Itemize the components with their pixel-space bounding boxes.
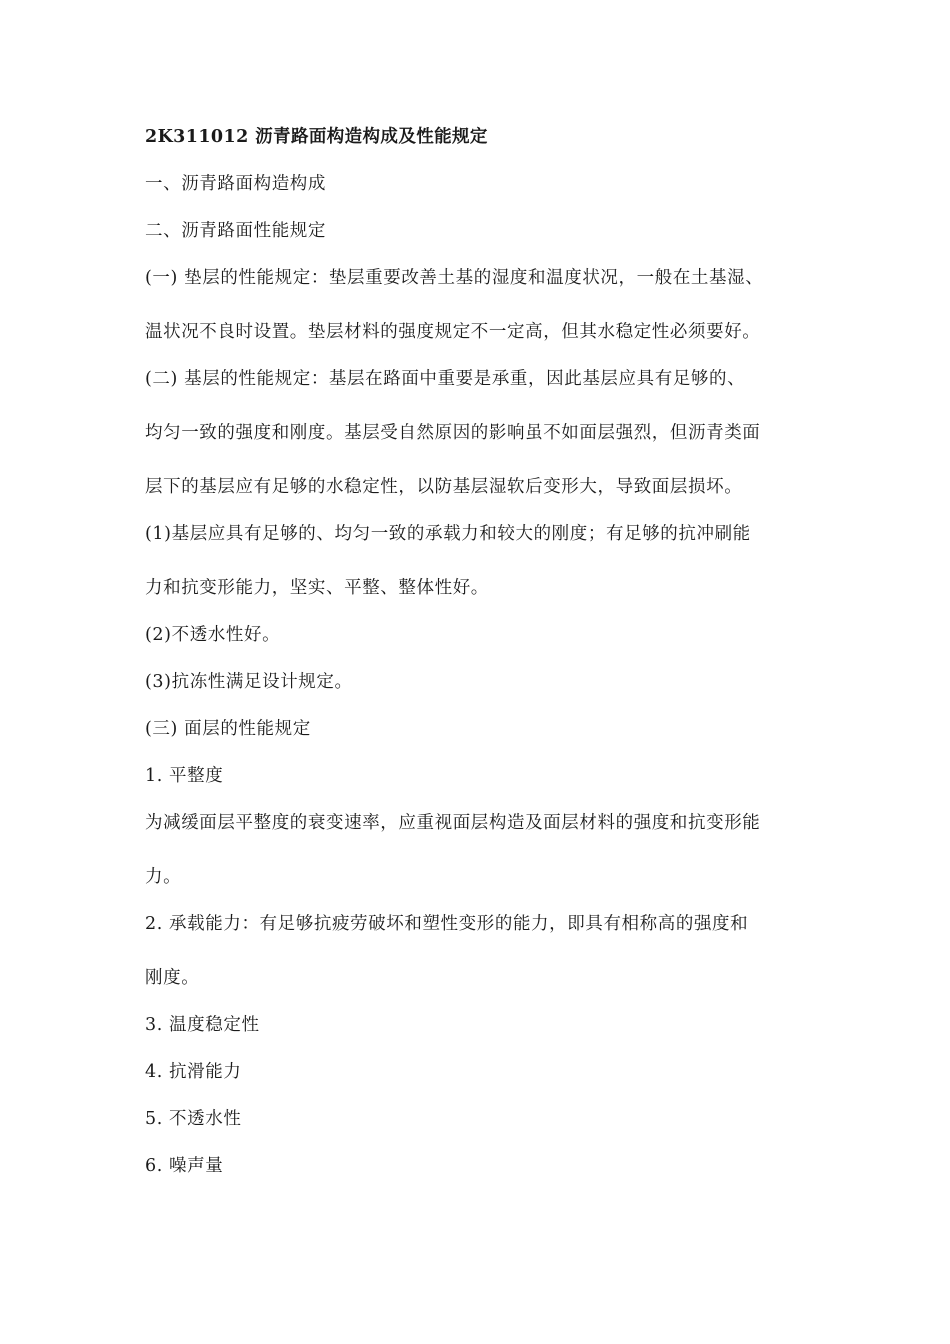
list-item-base-2: (2)不透水性好。 [145, 625, 281, 645]
paragraph-base-line-3: 层下的基层应有足够的水稳定性，以防基层湿软后变形大，导致面层损坏。 [145, 477, 743, 497]
heading-section-2: 二、沥青路面性能规定 [145, 221, 326, 241]
list-item-noise: 6. 噪声量 [145, 1156, 224, 1176]
heading-surface-layer: (三) 面层的性能规定 [145, 719, 311, 739]
heading-section-1: 一、沥青路面构造构成 [145, 174, 326, 194]
list-item-bearing-capacity-line-2: 刚度。 [145, 968, 200, 988]
list-item-base-1-line-1: (1)基层应具有足够的、均匀一致的承载力和较大的刚度；有足够的抗冲刷能 [145, 524, 751, 544]
list-item-bearing-capacity-line-1: 2. 承载能力：有足够抗疲劳破坏和塑性变形的能力，即具有相称高的强度和 [145, 914, 749, 934]
list-item-base-1-line-2: 力和抗变形能力，坚实、平整、整体性好。 [145, 578, 489, 598]
paragraph-cushion-line-2: 温状况不良时设置。垫层材料的强度规定不一定高，但其水稳定性必须要好。 [145, 322, 761, 342]
paragraph-cushion-line-1: (一) 垫层的性能规定：垫层重要改善土基的湿度和温度状况，一般在土基湿、 [145, 268, 764, 288]
paragraph-smoothness-line-1: 为减缓面层平整度的衰变速率，应重视面层构造及面层材料的强度和抗变形能 [145, 813, 761, 833]
list-item-impermeability: 5. 不透水性 [145, 1109, 242, 1129]
list-item-base-3: (3)抗冻性满足设计规定。 [145, 672, 353, 692]
list-item-skid-resistance: 4. 抗滑能力 [145, 1062, 242, 1082]
list-item-temperature-stability: 3. 温度稳定性 [145, 1015, 260, 1035]
paragraph-base-line-1: (二) 基层的性能规定：基层在路面中重要是承重，因此基层应具有足够的、 [145, 369, 746, 389]
paragraph-base-line-2: 均匀一致的强度和刚度。基层受自然原因的影响虽不如面层强烈，但沥青类面 [145, 423, 761, 443]
paragraph-smoothness-line-2: 力。 [145, 867, 182, 887]
document-title: 2K311012 沥青路面构造构成及性能规定 [145, 127, 488, 147]
list-item-smoothness: 1. 平整度 [145, 766, 224, 786]
